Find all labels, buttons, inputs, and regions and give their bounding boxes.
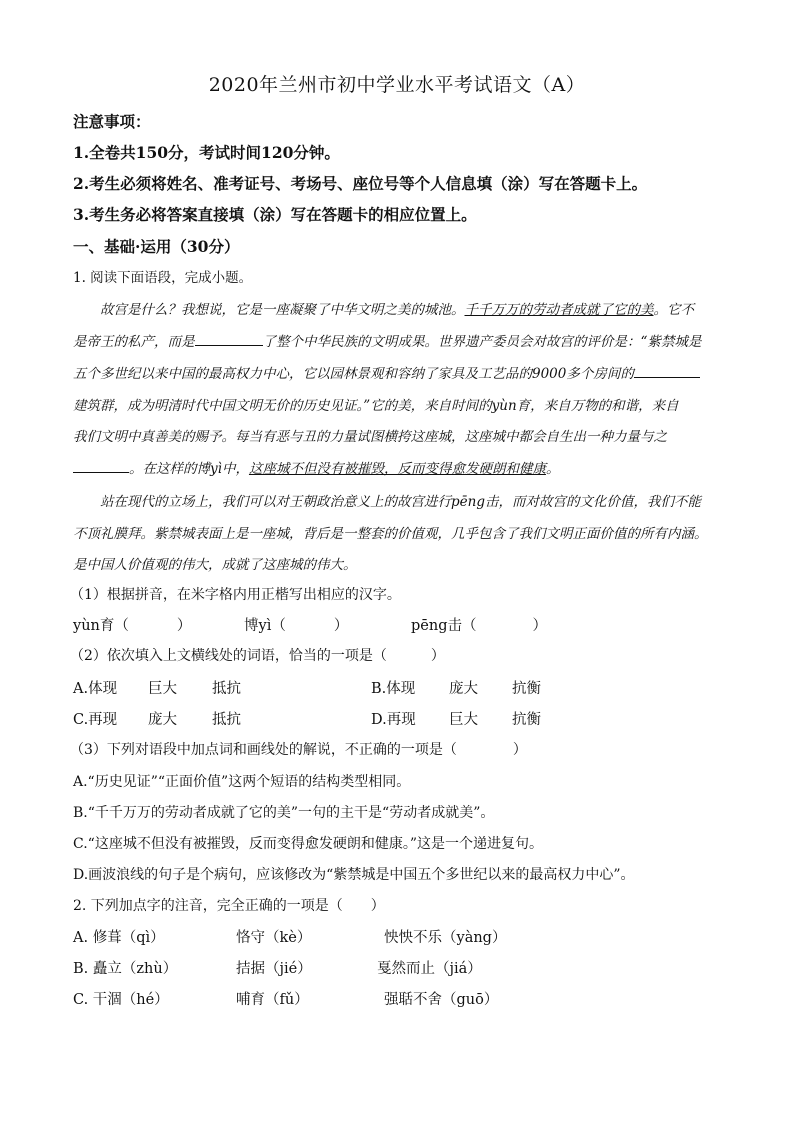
question-2-stem: 2. 下列加点字的注音，完全正确的一项是（ ）	[73, 898, 385, 914]
notice-item-3: 3.考生务必将答案直接填（涂）写在答题卡的相应位置上。	[73, 205, 477, 224]
option-c-word-2: 庞大	[148, 712, 177, 728]
sub-question-2: （2）依次填入上文横线处的词语，恰当的一项是（ ）	[70, 648, 445, 664]
passage-line-5: 我们文明中真善美的赐予。每当有恶与丑的力量试图横挎这座城，这座城中都会自生出一种力量与之	[73, 429, 667, 445]
passage-line-4: 建筑群，成为明清时代中国文明无价的历史见证。”它的美，来自时间的yùn育，来自万物的和谐，来自	[73, 398, 679, 414]
section-heading: 一、基础·运用（30分）	[73, 237, 240, 256]
q2-option-c-2: 哺育（fǔ）	[236, 992, 309, 1008]
passage-line-6	[73, 457, 559, 477]
passage-line-1	[100, 298, 694, 318]
page-title: 2020年兰州市初中学业水平考试语文（A）	[208, 74, 586, 96]
passage-text: 。它不	[653, 302, 694, 318]
fill-blank-3	[73, 458, 129, 473]
wavy-sentence: 五个多世纪以来中国的最高权力中心	[73, 366, 289, 382]
passage-text: ，它以园林景观和容纳了家具及工艺品的9000多个房间的	[289, 366, 634, 382]
passage-line-8: 不顶礼膜拜。紫禁城表面上是一座城，背后是一整套的价值观，几乎包含了我们文明正面价值的所有内涵。	[73, 526, 708, 542]
q2-option-a-2: 恪守（kè）	[236, 930, 312, 946]
passage-line-3	[73, 362, 700, 382]
pinyin-item-1: yùn育（ ）	[73, 618, 192, 634]
option-d-word-2: 巨大	[449, 712, 478, 728]
option-a-word-2: 巨大	[148, 681, 177, 697]
option-d: D.再现	[371, 712, 416, 728]
notice-item-2: 2.考生必须将姓名、准考证号、考场号、座位号等个人信息填（涂）写在答题卡上。	[73, 174, 648, 193]
sub-question-1: （1）根据拼音，在米字格内用正楷写出相应的汉字。	[70, 587, 401, 603]
passage-line-2	[73, 330, 701, 350]
q2-option-a-1: A. 修葺（qì）	[73, 930, 165, 946]
underlined-sentence: 千千万万的劳动者成就了它的美	[464, 302, 654, 318]
notice-item-1: 1.全卷共150分，考试时间120分钟。	[73, 143, 340, 162]
option-c-word-3: 抵抗	[212, 712, 241, 728]
option-b: B.体现	[371, 681, 416, 697]
option-3b: B.“千千万万的劳动者成就了它的美”一句的主干是“劳动者成就美”。	[73, 805, 495, 821]
option-b-word-2: 庞大	[449, 681, 478, 697]
sub-question-3: （3）下列对语段中加点词和画线处的解说，不正确的一项是（ ）	[70, 742, 527, 758]
passage-text: 是帝王的私产，而是	[73, 334, 195, 350]
option-3c: C.“这座城不但没有被摧毁，反而变得愈发硬朗和健康。”这是一个递进复句。	[73, 836, 543, 852]
wavy-sentence: 紫禁城是	[647, 334, 702, 350]
passage-text: 。在这样的博yì中，	[129, 461, 249, 477]
q2-option-b-3: 戛然而止（jiá）	[377, 961, 482, 977]
pinyin-item-2: 博yì（ ）	[244, 618, 349, 634]
q2-option-b-1: B. 矗立（zhù）	[73, 961, 178, 977]
question-1-stem: 1. 阅读下面语段，完成小题。	[73, 270, 253, 286]
option-3d: D.画波浪线的句子是个病句，应该修改为“紫禁城是中国五个多世纪以来的最高权力中心”。	[73, 867, 635, 883]
pinyin-item-3: pēng击（ ）	[411, 618, 547, 634]
option-b-word-3: 抗衡	[512, 681, 541, 697]
passage-line-7: 站在现代的立场上，我们可以对王朝政治意义上的故宫进行pēng击，而对故宫的文化价值，我们不能	[100, 494, 701, 510]
underlined-sentence: 这座城不但没有被摧毁，反而变得愈发硬朗和健康	[248, 461, 546, 477]
option-a-word-3: 抵抗	[212, 681, 241, 697]
option-d-word-3: 抗衡	[512, 712, 541, 728]
option-3a: A.“历史见证”“正面价值”这两个短语的结构类型相同。	[73, 774, 411, 790]
q2-option-b-2: 拮据（jié）	[236, 961, 312, 977]
q2-option-c-1: C. 干涸（hé）	[73, 992, 169, 1008]
option-a: A.体现	[73, 681, 118, 697]
passage-text: 故宫是什么？我想说，它是一座凝聚了中华文明之美的城池。	[100, 302, 465, 318]
passage-line-9: 是中国人价值观的伟大，成就了这座城的伟大。	[73, 557, 357, 573]
q2-option-c-3: 强聒不舍（guō）	[384, 992, 499, 1008]
q2-option-a-3: 怏怏不乐（yàng）	[384, 930, 507, 946]
notice-heading: 注意事项：	[73, 112, 151, 131]
fill-blank-1	[195, 331, 263, 346]
passage-text: 了整个中华民族的文明成果。世界遗产委员会对故宫的评价是：“	[262, 334, 648, 350]
fill-blank-2	[634, 363, 700, 378]
option-c: C.再现	[73, 712, 118, 728]
passage-text: 。	[545, 461, 560, 477]
